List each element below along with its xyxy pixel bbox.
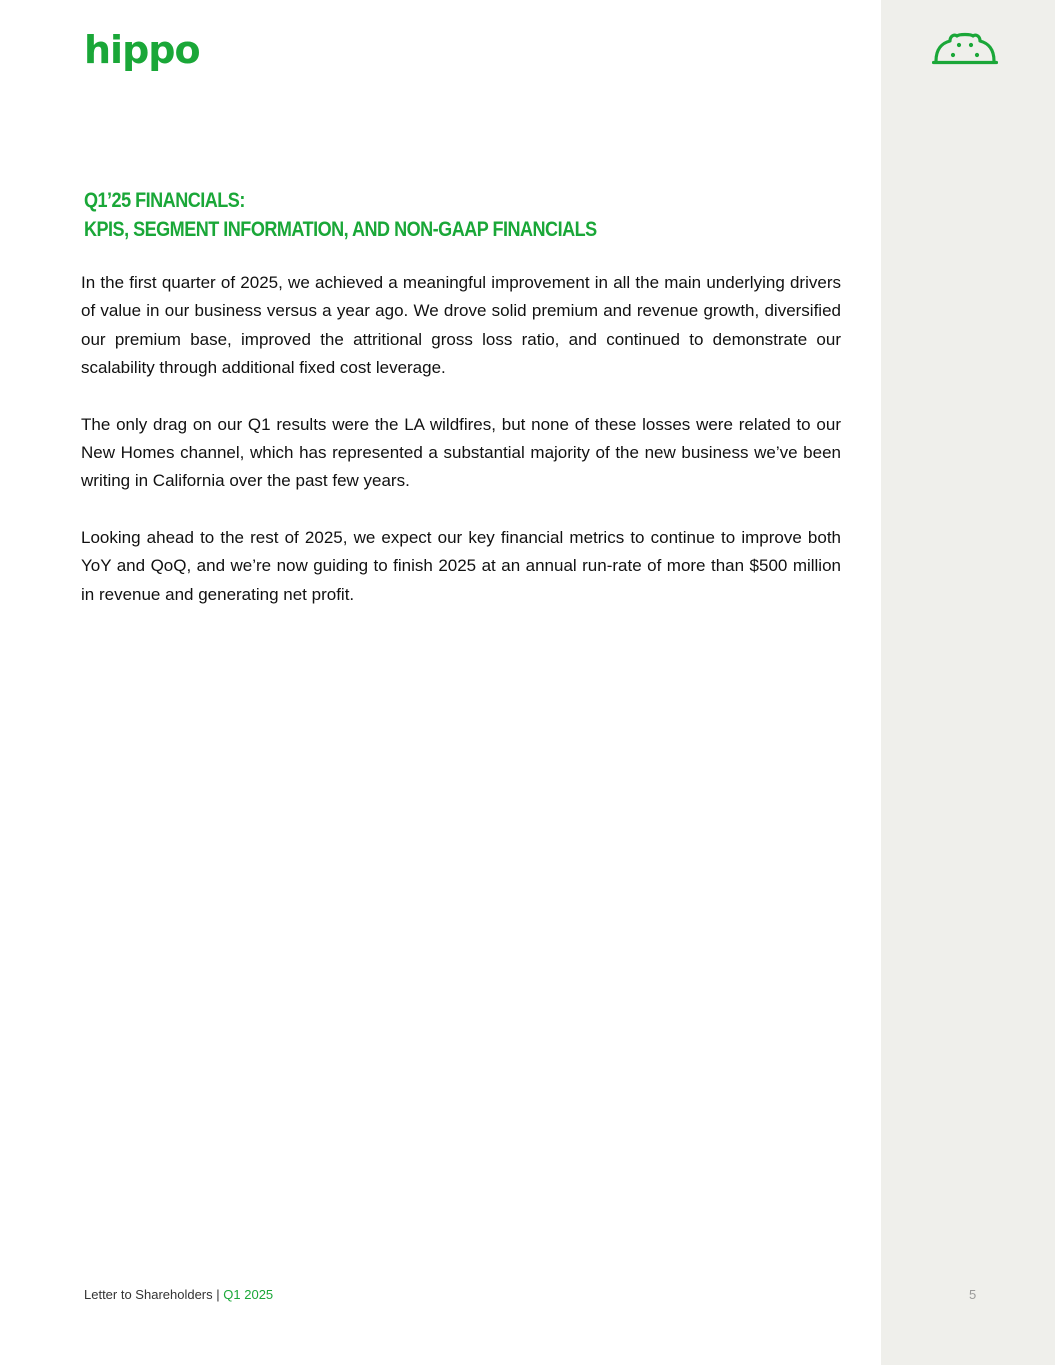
heading-line-1: Q1’25 FINANCIALS: xyxy=(84,189,245,212)
page-number: 5 xyxy=(969,1287,977,1302)
hippo-logo: hippo xyxy=(84,28,200,72)
paragraph: In the first quarter of 2025, we achieved a meaningful improvement in all the main underlying drivers of value in our business versus a year ago. We drove solid premium and revenue growth, diversified our premium base, improved the attritional gross loss ratio, and continued to demonstrate our scalability through additional fixed cost leverage. xyxy=(81,273,841,377)
right-sidebar-panel xyxy=(881,0,1055,1365)
body-text xyxy=(81,269,841,637)
footer-period: Q1 2025 xyxy=(223,1287,274,1302)
heading-line-2: KPIS, SEGMENT INFORMATION, AND NON-GAAP FINANCIALS xyxy=(84,218,597,241)
paragraph: Looking ahead to the rest of 2025, we expect our key financial metrics to continue to improve both YoY and QoQ, and we’re now guiding to finish 2025 at an annual run-rate of more than $500 million in revenue and generating net profit. xyxy=(81,528,841,604)
hippo-head-icon xyxy=(932,30,998,66)
paragraph: The only drag on our Q1 results were the LA wildfires, but none of these losses were related to our New Homes channel, which has represented a substantial majority of the new business we’ve been writing in California over the past few years. xyxy=(81,414,841,491)
footer-doc-title: Letter to Shareholders xyxy=(84,1287,213,1302)
footer xyxy=(84,1287,273,1302)
section-heading xyxy=(84,186,686,244)
footer-separator: | xyxy=(216,1287,220,1302)
